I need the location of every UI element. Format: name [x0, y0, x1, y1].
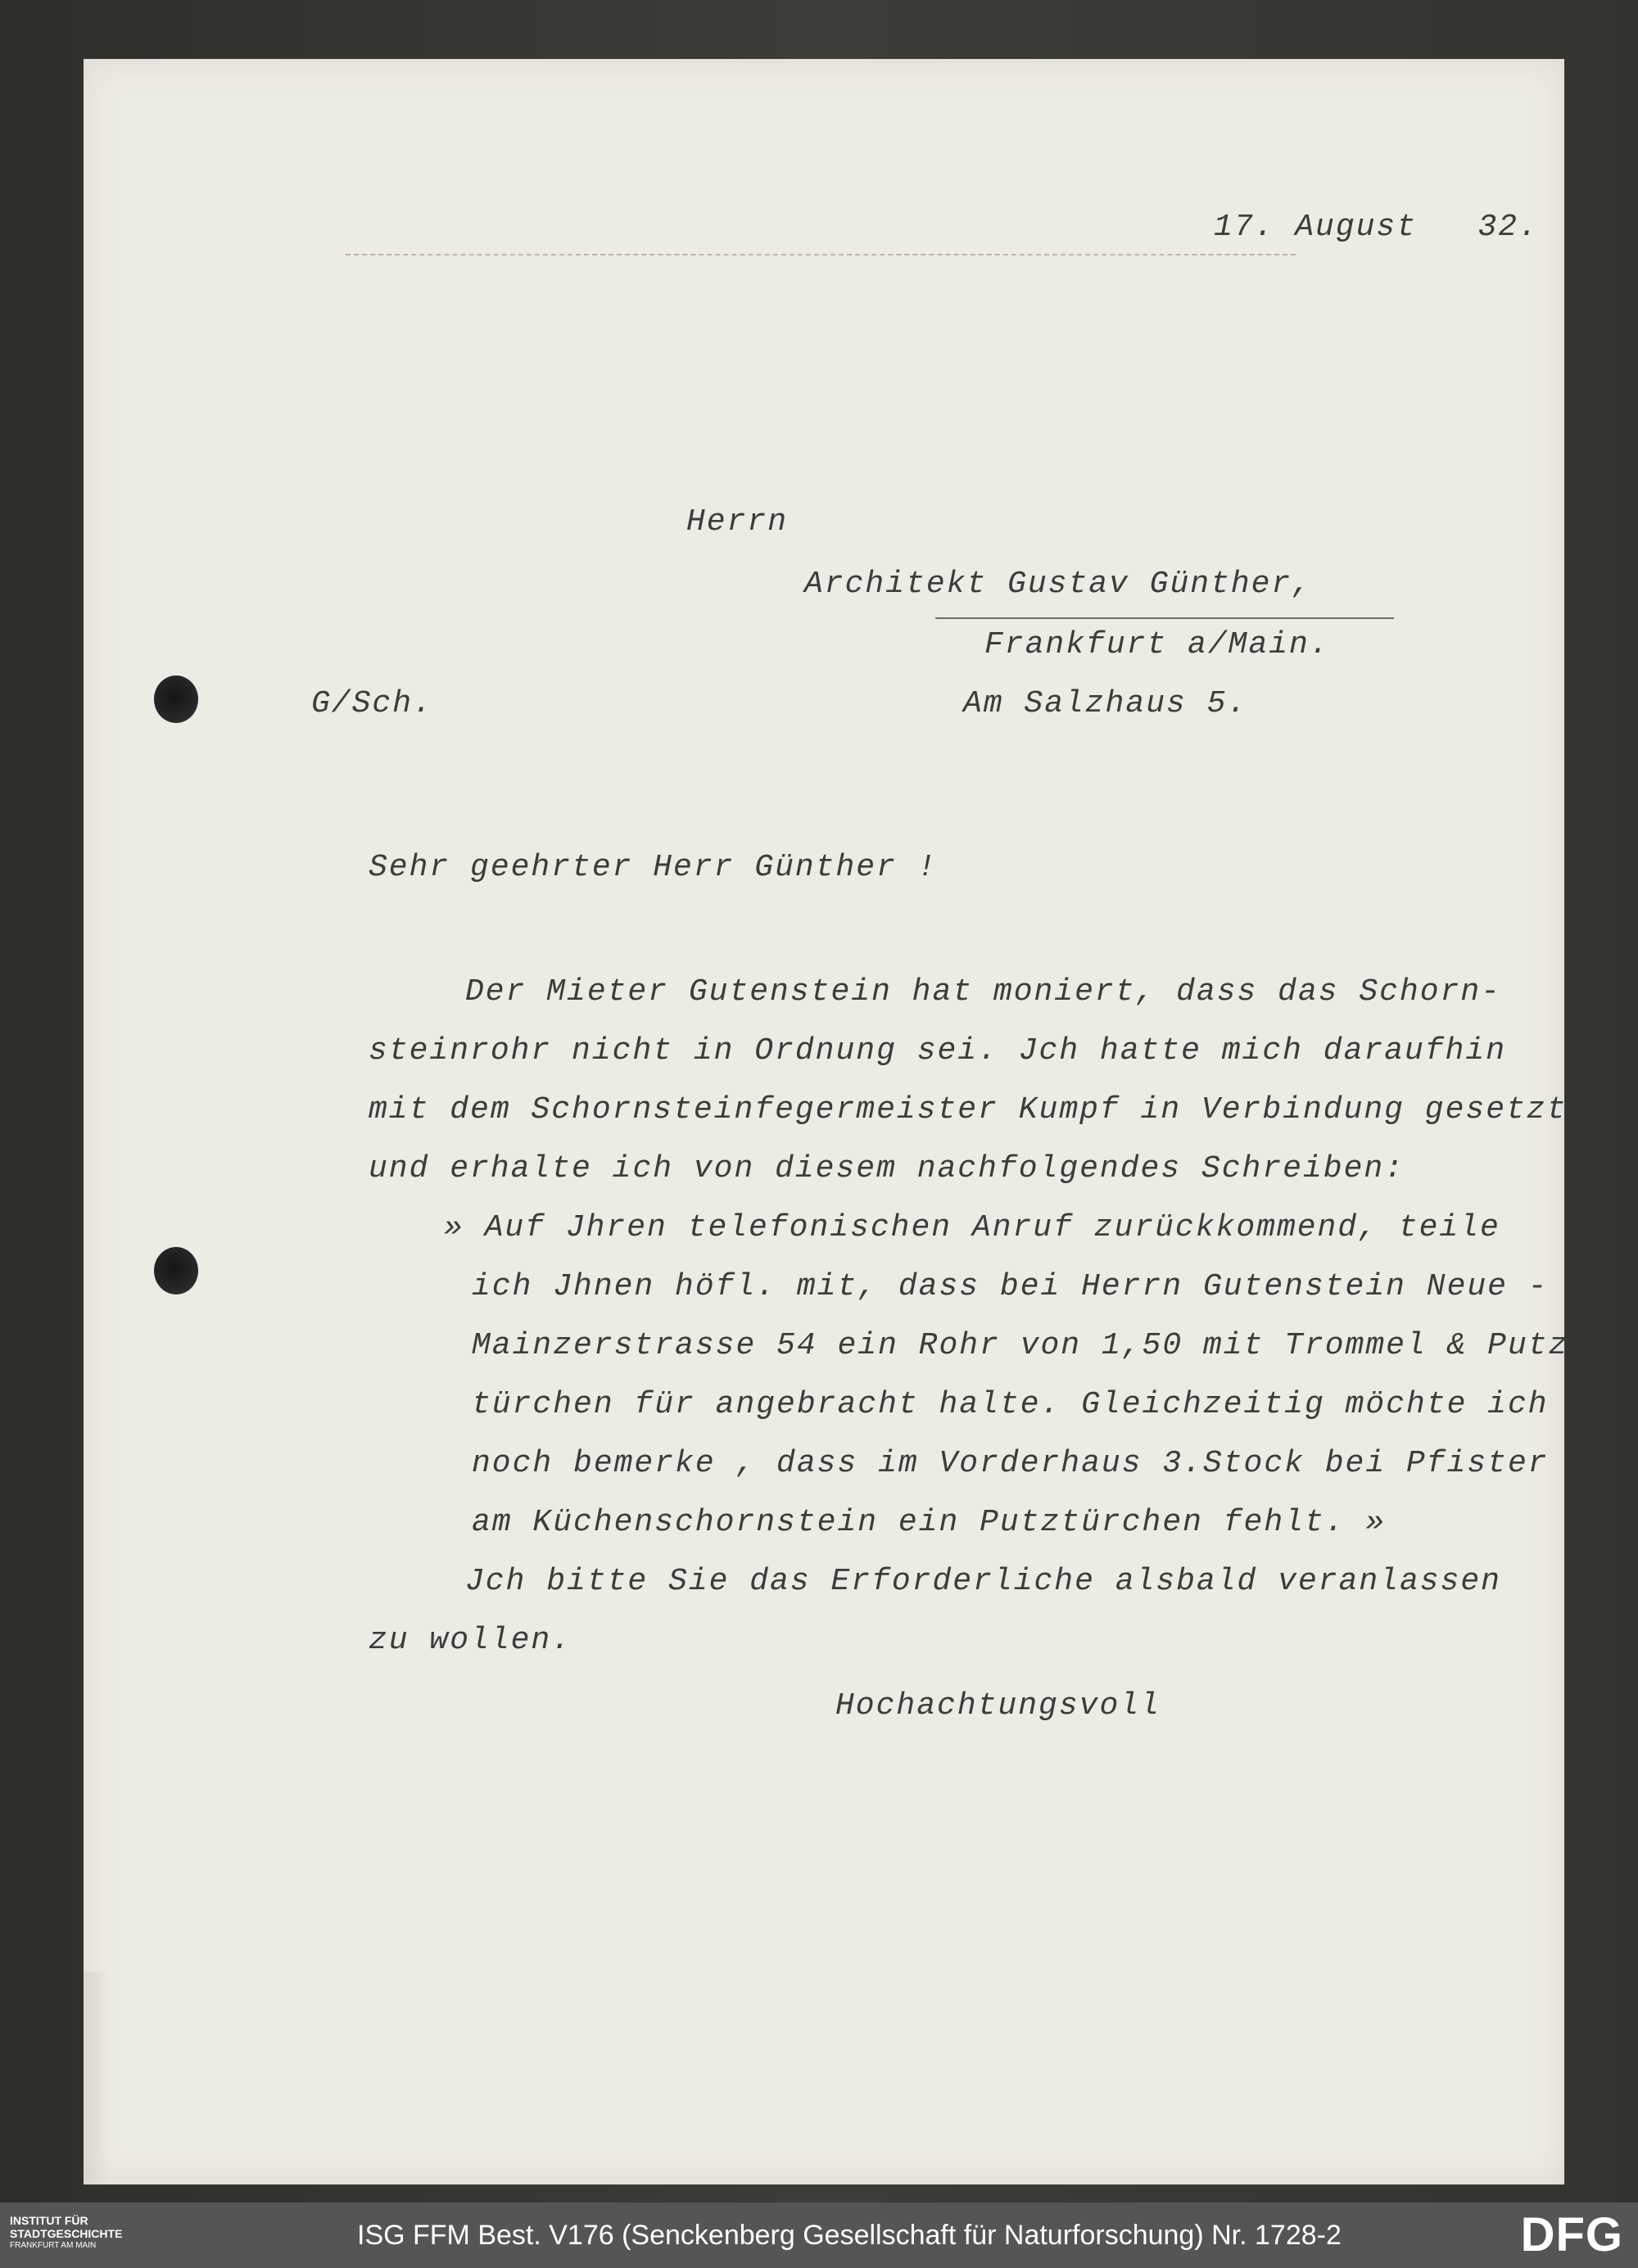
address-street: Am Salzhaus 5. — [963, 686, 1248, 721]
body-line: steinrohr nicht in Ordnung sei. Jch hatte mich daraufhin — [369, 1033, 1507, 1068]
body-line: mit dem Schornsteinfegermeister Kumpf in Verbindung gesetzt — [369, 1092, 1568, 1127]
reference-code: G/Sch. — [311, 686, 433, 721]
body-line: und erhalte ich von diesem nachfolgendes Schreiben: — [369, 1151, 1405, 1186]
quote-line: Mainzerstrasse 54 ein Rohr von 1,50 mit Trommel & Putz — [472, 1328, 1569, 1363]
institution-line-3: FRANKFURT AM MAIN — [10, 2241, 97, 2250]
archive-reference: ISG FFM Best. V176 (Senckenberg Gesellschaft für Naturforschung) Nr. 1728-2 — [357, 2220, 1342, 2251]
greeting: Sehr geehrter Herr Günther ! — [369, 850, 938, 885]
faint-header-rule — [346, 254, 1296, 255]
letter-page — [84, 59, 1569, 2184]
dfg-logo: DFG — [1520, 2208, 1623, 2261]
quote-line: ich Jhnen höfl. mit, dass bei Herrn Gutenstein Neue - — [472, 1269, 1549, 1304]
closing-line: Jch bitte Sie das Erforderliche alsbald veranlassen — [465, 1564, 1501, 1599]
body-line: Der Mieter Gutenstein hat moniert, dass das Schorn- — [465, 974, 1501, 1010]
punch-hole-top — [154, 675, 198, 723]
closing-line: zu wollen. — [369, 1623, 572, 1658]
valediction: Hochachtungsvoll — [835, 1688, 1161, 1724]
address-city: Frankfurt a/Main. — [984, 627, 1330, 662]
archive-footer-bar — [0, 2202, 1638, 2268]
quote-line: am Küchenschornstein ein Putztürchen fehlt. » — [472, 1505, 1387, 1540]
quote-line: türchen für angebracht halte. Gleichzeitig möchte ich — [472, 1387, 1549, 1422]
address-name: Architekt Gustav Günther, — [804, 567, 1313, 602]
institution-line-1: INSTITUT FÜR — [10, 2214, 88, 2227]
punch-hole-bottom — [154, 1247, 198, 1294]
address-title: Herrn — [686, 504, 789, 540]
quote-line: » Auf Jhren telefonischen Anruf zurückkommend, teile — [444, 1210, 1500, 1245]
institution-logo — [10, 2214, 141, 2252]
letter-date: 17. August 32. — [1214, 210, 1539, 245]
institution-line-2: STADTGESCHICHTE — [10, 2227, 123, 2240]
quote-line: noch bemerke , dass im Vorderhaus 3.Stock bei Pfister — [472, 1446, 1549, 1481]
